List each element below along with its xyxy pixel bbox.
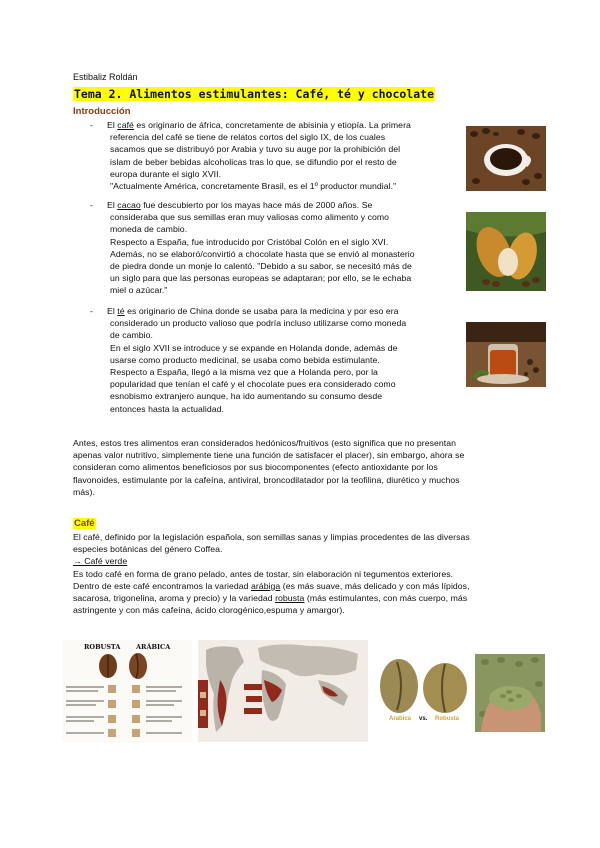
label-vs: vs. bbox=[419, 716, 428, 722]
cafe-definition bbox=[73, 531, 533, 616]
bullet-mark: - bbox=[90, 200, 93, 210]
text-line: islam de beber bebidas alcoholicas tras lo que, se difundio por el resto de bbox=[110, 156, 397, 167]
text-line: El café, definido por la legislación española, son semillas sanas y limpias procedentes de las diversas bbox=[73, 532, 470, 542]
intro-item-cacao bbox=[107, 199, 437, 297]
green-coffee-beans-hands-photo bbox=[475, 654, 545, 732]
text-line: El cacao fue descubierto por los mayas hace más de 2000 años. Se bbox=[107, 200, 373, 210]
term-cafe: café bbox=[117, 120, 134, 130]
bullet-mark: - bbox=[90, 306, 93, 316]
tea-cup-photo bbox=[466, 322, 546, 387]
coffee-world-map bbox=[198, 640, 368, 742]
term-cacao: cacao bbox=[117, 200, 141, 210]
text-line: entonces hasta la actualidad. bbox=[110, 403, 224, 414]
term-te: té bbox=[117, 306, 125, 316]
text-line: Además, no se elaboró/convirtió a chocolate hasta que se envió al monasterio bbox=[110, 248, 415, 259]
text-line: miel o azúcar." bbox=[110, 285, 168, 296]
text-line: Respecto a España, fue introducido por Cristóbal Colón en el siglo XVI. bbox=[110, 236, 389, 247]
text-line: flavonoides, estimulante por la cafeína, antiviral, broncodilatador por la teofilina, diurético y muchos bbox=[73, 474, 460, 485]
text-line: moneda de cambio. bbox=[110, 224, 188, 235]
text-line: consideraba que sus semillas eran muy valiosas como alimento y como bbox=[110, 212, 390, 223]
text-line: de piedra donde un monje lo calentó. "Debido a su sabor, se necesitó más de bbox=[110, 261, 412, 272]
text-line: usarse como producto medicinal, se usaba como bebida estimulante. bbox=[110, 354, 380, 365]
text-line: En el siglo XVII se introduce y se expande en Holanda donde, además de bbox=[110, 342, 398, 353]
text-line: El té es originario de China donde se usaba para la medicina y por eso era bbox=[107, 306, 399, 316]
text-line: esnobismo extranjero aunque, ha ido aumentando su consumo desde bbox=[110, 391, 383, 402]
text-line: "Actualmente América, concretamente Brasil, es el 1º productor mundial." bbox=[110, 181, 397, 192]
text-line: astringente y con más cafeína, ácido clorogénico,espuma y amargor). bbox=[73, 605, 345, 616]
text-line: Respecto a España, llegó a la misma vez que a Holanda pero, por la bbox=[110, 367, 378, 378]
text-line: sacarosa, trigonelina, aroma y precio) y la variedad robusta (más estimulantes, con más cuerpo, más bbox=[73, 593, 468, 604]
text-line: Dentro de este café encontramos la variedad arábiga (es más suave, más delicado y con más lípidos, bbox=[73, 580, 470, 591]
label-arabica: Arabica bbox=[389, 716, 412, 722]
arabica-vs-robusta-beans bbox=[375, 654, 471, 726]
text-line: europa durante el siglo XVII. bbox=[110, 168, 222, 179]
cafe-verde-heading: → Café verde bbox=[73, 556, 128, 567]
coffee-cup-photo bbox=[466, 126, 546, 191]
cacao-pods-photo bbox=[466, 212, 546, 291]
comparison-header-arabica: ARÁBICA bbox=[136, 643, 171, 651]
author-name: Estibaliz Roldán bbox=[73, 72, 138, 82]
text-line: popularidad que tenían el café y el chocolate pues era considerado como bbox=[110, 379, 396, 390]
term-robusta: robusta bbox=[275, 593, 305, 604]
text-line: de cambio. bbox=[110, 330, 153, 341]
intro-item-te bbox=[107, 305, 437, 415]
text-line: El café es originario de áfrica, concretamente de abisinia y etiopía. La primera bbox=[107, 120, 411, 130]
robusta-arabica-comparison-figure bbox=[62, 640, 192, 742]
document-title: Tema 2. Alimentos estimulantes: Café, té y chocolate bbox=[74, 87, 435, 101]
text-line: consideran como alimentos beneficiosos por sus biocomponentes (efecto antioxidante por los bbox=[73, 462, 438, 473]
text-line: sacamos que se distribuyó por Arabia y tuvo su auge por la prohibición del bbox=[110, 144, 401, 155]
text-line: especies botánicas del género Coffea. bbox=[73, 544, 223, 555]
cafe-heading: Café bbox=[74, 518, 95, 529]
intro-heading: Introducción bbox=[73, 106, 131, 117]
comparison-header-robusta: ROBUSTA bbox=[84, 643, 121, 651]
bullet-mark: - bbox=[90, 120, 93, 130]
summary-paragraph bbox=[73, 437, 523, 498]
text-line: Antes, estos tres alimentos eran considerados hedónicos/fruitivos (esto significa que no presentan bbox=[73, 438, 457, 448]
text-line: apenas valor nutritivo, simplemente tiene una función de satisfacer el placer), sin embargo, ahora se bbox=[73, 450, 465, 461]
text-line: referencia del café se tiene de relatos cortos del siglo IX, de los cuales bbox=[110, 132, 386, 143]
text-line: considerado un producto valioso que podría incluso utilizarse como moneda bbox=[110, 318, 407, 329]
text-line: un siglo para que las personas europeas se adaptaran; por ello, se le echaba bbox=[110, 273, 412, 284]
text-line: más). bbox=[73, 486, 95, 497]
intro-item-cafe bbox=[107, 119, 437, 192]
text-line: Es todo café en forma de grano pelado, antes de tostar, sin elaboración ni tegumentos exteriores. bbox=[73, 568, 454, 579]
label-robusta: Robusta bbox=[435, 716, 459, 722]
term-arabiga: arábiga bbox=[250, 580, 281, 591]
